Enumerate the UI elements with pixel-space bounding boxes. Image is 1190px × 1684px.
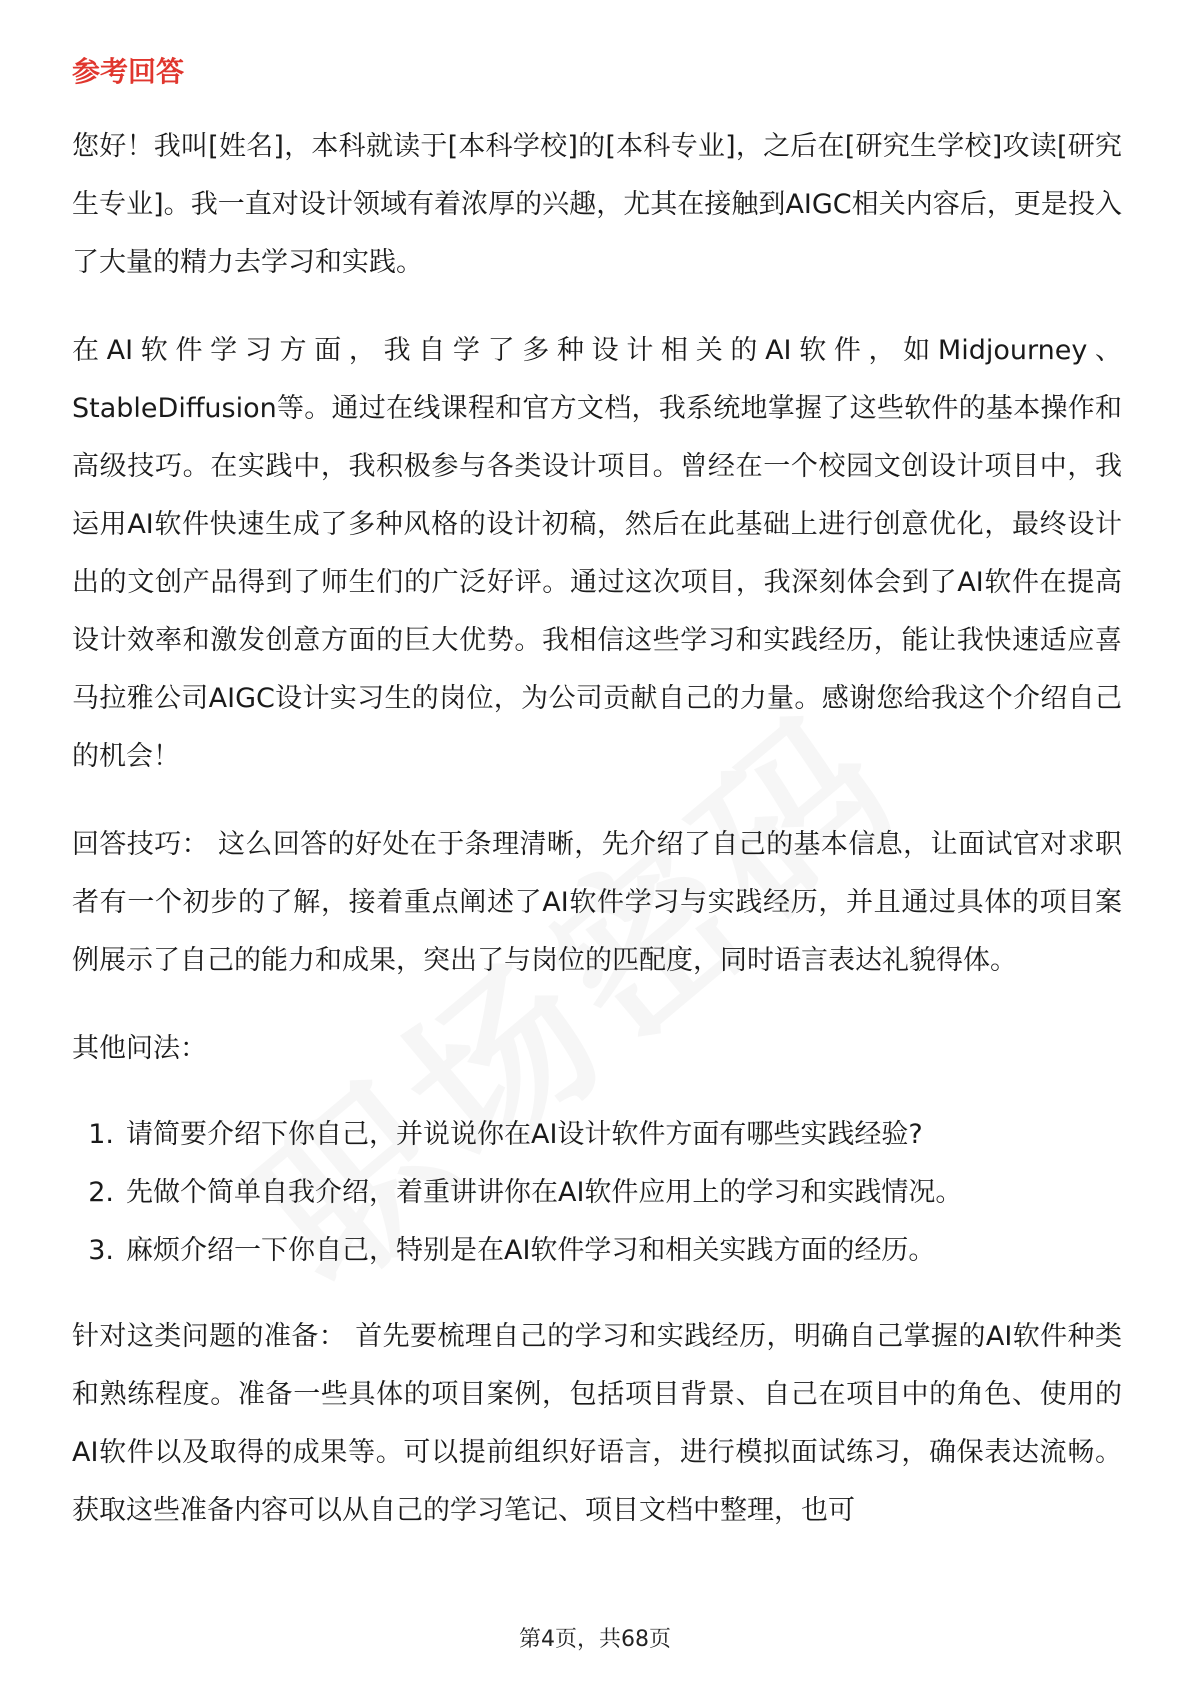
list-item-text: 请简要介绍下你自己，并说说你在AI设计软件方面有哪些实践经验? [126, 1119, 923, 1150]
list-item-number: 3. [88, 1235, 114, 1266]
section-heading: 参考回答 [72, 55, 185, 88]
list-item [72, 1106, 1122, 1164]
page-number-footer: 第4页，共68页 [519, 1627, 671, 1652]
tips-paragraph: 回答技巧： 这么回答的好处在于条理清晰，先介绍了自己的基本信息，让面试官对求职者有一个初步的了解，接着重点阐述了AI软件学习与实践经历，并且通过具体的项目案例展示了自己的能力和成果，突出了与岗位的匹配度，同时语言表达礼貌得体。 [72, 829, 1122, 976]
list-item-text: 先做个简单自我介绍，着重讲讲你在AI软件应用上的学习和实践情况。 [126, 1177, 963, 1208]
other-questions-label: 其他问法： [72, 1033, 207, 1064]
intro-paragraph: 您好！我叫[姓名]，本科就读于[本科学校]的[本科专业]，之后在[研究生学校]攻读[研究生专业]。我一直对设计领域有着浓厚的兴趣，尤其在接触到AIGC相关内容后，更是投入了大量的精力去学习和实践。 [72, 131, 1122, 278]
list-item-number: 2. [88, 1177, 114, 1208]
list-item-number: 1. [88, 1119, 114, 1150]
other-questions-list [72, 1106, 1122, 1280]
list-item [72, 1164, 1122, 1222]
body-paragraph: 在AI软件学习方面，我自学了多种设计相关的AI软件，如Midjourney、StableDiffusion等。通过在线课程和官方文档，我系统地掌握了这些软件的基本操作和高级技巧。在实践中，我积极参与各类设计项目。曾经在一个校园文创设计项目中，我运用AI软件快速生成了多种风格的设计初稿，然后在此基础上进行创意优化，最终设计出的文创产品得到了师生们的广泛好评。通过这次项目，我深刻体会到了AI软件在提高设计效率和激发创意方面的巨大优势。我相信这些学习和实践经历，能让我快速适应喜马拉雅公司AIGC设计实习生的岗位，为公司贡献自己的力量。感谢您给我这个介绍自己的机会！ [72, 335, 1122, 772]
list-item-text: 麻烦介绍一下你自己，特别是在AI软件学习和相关实践方面的经历。 [126, 1235, 936, 1266]
document-page [72, 44, 1122, 1540]
list-item [72, 1222, 1122, 1280]
preparation-paragraph: 针对这类问题的准备： 首先要梳理自己的学习和实践经历，明确自己掌握的AI软件种类和熟练程度。准备一些具体的项目案例，包括项目背景、自己在项目中的角色、使用的AI软件以及取得的成果等。可以提前组织好语言，进行模拟面试练习，确保表达流畅。获取这些准备内容可以从自己的学习笔记、项目文档中整理，也可 [72, 1321, 1122, 1526]
